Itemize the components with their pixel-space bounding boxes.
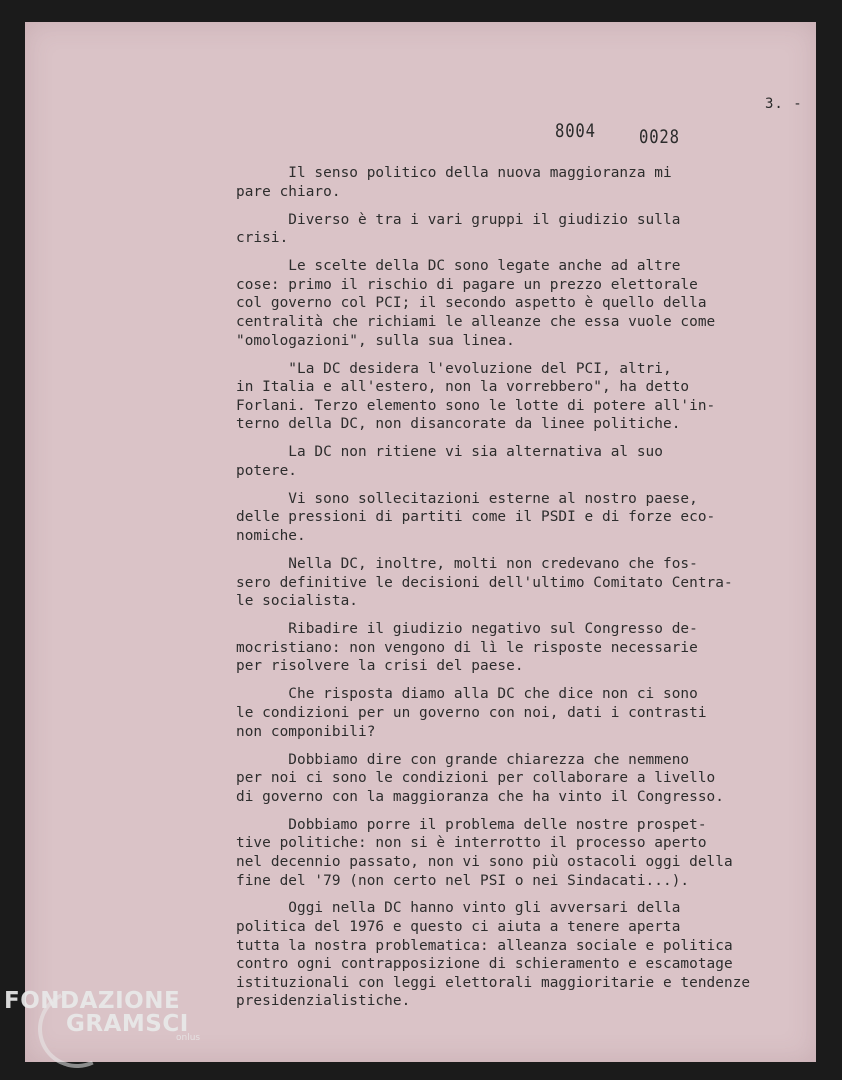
paragraph: Che risposta diamo alla DC che dice non ci sono le condizioni per un governo con noi, dati i contrasti non componibili?: [236, 686, 707, 740]
paragraph: Vi sono sollecitazioni esterne al nostro paese, delle pressioni di partiti come il PSDI e di forze eco- nomiche.: [236, 490, 716, 545]
paragraph: La DC non ritiene vi sia alternativa al suo potere.: [236, 444, 663, 479]
logo-text-line1: FONDAZIONE: [4, 988, 181, 1014]
archive-stamp-code-1: 8004: [555, 120, 596, 142]
logo-text-line3: onlus: [176, 1033, 201, 1043]
paragraph: Oggi nella DC hanno vinto gli avversari della politica del 1976 e questo ci aiuta a tenere aperta tutta la nostra problematica: alleanza sociale e politica contro ogni contrapposizione di schieramento e escamotage istituzionali con leggi elettorali maggioritarie e tendenze presidenzialistiche.: [236, 900, 751, 1010]
paragraph: Nella DC, inoltre, molti non credevano che fos- sero definitive le decisioni dell'ultimo Comitato Centra- le socialista.: [236, 556, 733, 610]
document-body: [236, 164, 796, 1020]
fondazione-gramsci-logo: [4, 988, 200, 1043]
logo-text-line2: GRAMSCI: [66, 1011, 189, 1037]
paragraph: Dobbiamo dire con grande chiarezza che nemmeno per noi ci sono le condizioni per collaborare a livello di governo con la maggioranza che ha vinto il Congresso.: [236, 751, 724, 805]
paragraph: Ribadire il giudizio negativo sul Congresso de- mocristiano: non vengono di lì le risposte necessarie per risolvere la crisi del paese.: [236, 621, 698, 675]
paragraph: "La DC desidera l'evoluzione del PCI, altri, in Italia e all'estero, non la vorrebbero", ha detto Forlani. Terzo elemento sono le lotte di potere all'in- terno della DC, non disancorate da linee politiche.: [236, 360, 716, 433]
page-number: 3. -: [765, 96, 803, 112]
paragraph: Il senso politico della nuova maggioranza mi pare chiaro.: [236, 165, 672, 200]
archive-stamp-code-2: 0028: [639, 126, 680, 148]
paragraph: Dobbiamo porre il problema delle nostre prospet- tive politiche: non si è interrotto il processo aperto nel decennio passato, non vi sono più ostacoli oggi della fine del '79 (non certo nel PSI o nei Sindacati...).: [236, 816, 733, 889]
paragraph: Diverso è tra i vari gruppi il giudizio sulla crisi.: [236, 211, 681, 247]
paragraph: Le scelte della DC sono legate anche ad altre cose: primo il rischio di pagare un prezzo elettorale col governo col PCI; il secondo aspetto è quello della centralità che richiami le alleanze che essa vuole come "omologazioni", sulla sua linea.: [236, 258, 716, 349]
